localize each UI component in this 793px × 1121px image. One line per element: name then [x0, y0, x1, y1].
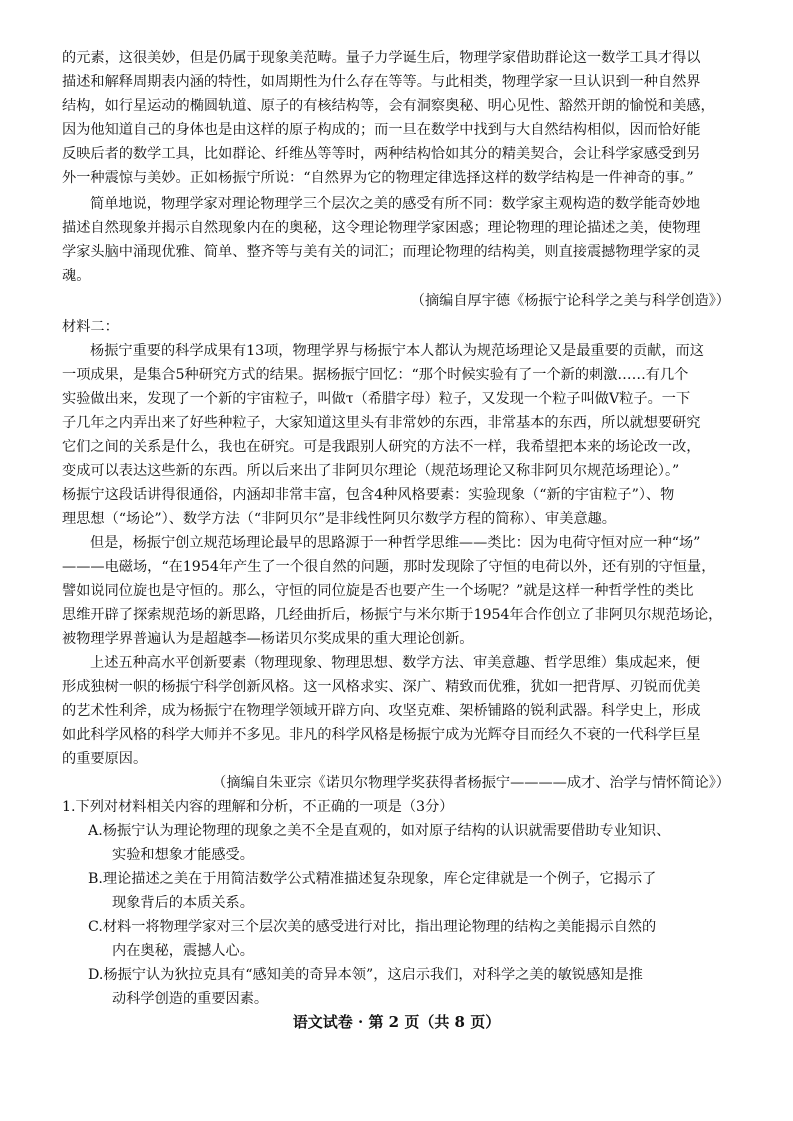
- text-line: 的重要原因。: [62, 751, 148, 767]
- text-line: 学家头脑中涌现优雅、简单、整齐等与美有关的词汇；而理论物理的结构美，则直接震撼物理学家的灵: [62, 244, 701, 260]
- source-citation: （摘编自厚宇德《杨振宁论科学之美与科学创造》）: [410, 293, 730, 309]
- text-line: 理思想（“场论”）、数学方法（“非阿贝尔”是非线性阿贝尔数学方程的简称）、审美意趣。: [62, 511, 616, 527]
- text-line: 描述和解释周期表内涵的特性，如周期性为什么存在等等。与此相类，物理学家一旦认识到一种自然界: [62, 74, 701, 90]
- text-line: 如此科学风格的科学大师并不多见。非凡的科学风格是杨振宁成为光辉夺目而经久不衰的一代科学巨星: [62, 727, 701, 743]
- text-line: 的艺术性利斧，成为杨振宁在物理学领域开辟方向、攻坚克难、架桥铺路的锐利武器。科学史上，形成: [62, 703, 701, 719]
- question-stem: 1.下列对材料相关内容的理解和分析，不正确的一项是（3分）: [62, 799, 454, 815]
- text-line: 被物理学界普遍认为是超越李—杨诺贝尔奖成果的重大理论创新。: [62, 631, 474, 647]
- text-line: 譬如说同位旋也是守恒的。那么，守恒的同位旋是否也要产生一个场呢？”就是这样一种哲学性的类比: [62, 583, 694, 599]
- option-d-continued: 动科学创造的重要因素。: [112, 991, 269, 1007]
- text-line: 因为他知道自己的身体也是由这样的原子构成的；而一旦在数学中找到与大自然结构相似，因而恰好能: [62, 122, 701, 138]
- option-b-continued: 现象背后的本质关系。: [112, 895, 254, 911]
- option-c-continued: 内在奥秘，震撼人心。: [112, 943, 254, 959]
- text-line: 变成可以表达这些新的东西。所以后来出了非阿贝尔理论（规范场理论又称非阿贝尔规范场理论）。”: [62, 463, 680, 479]
- option-a: A.杨振宁认为理论物理的现象之美不全是直观的，如对原子结构的认识就需要借助专业知识、: [88, 823, 671, 839]
- text-line: 子几年之内弄出来了好些种粒子，大家知道这里头有非常妙的东西，非常基本的东西，所以就想要研究: [62, 415, 701, 431]
- paragraph-start: 但是，杨振宁创立规范场理论最早的思路源于一种哲学思维——类比：因为电荷守恒对应一种“场”: [90, 535, 701, 551]
- source-citation: （摘编自朱亚宗《诺贝尔物理学奖获得者杨振宁————成才、治学与情怀简论》）: [212, 775, 730, 791]
- text-line: 一项成果，是集合5种研究方式的结果。据杨振宁回忆：“那个时候实验有了一个新的刺激……有几个: [62, 367, 689, 383]
- option-b: B.理论描述之美在于用简洁数学公式精准描述复杂现象，库仑定律就是一个例子，它揭示了: [88, 871, 657, 887]
- text-line: ———电磁场，“在1954年产生了一个很自然的问题，那时发现除了守恒的电荷以外，还有别的守恒量，: [62, 559, 716, 575]
- text-line: 描述自然现象并揭示自然现象内在的奥秘，这令理论物理学家困惑；理论物理的理论描述之美，使物理: [62, 220, 701, 236]
- option-d: D.杨振宁认为狄拉克具有“感知美的奇异本领”，这启示我们，对科学之美的敏锐感知是推: [88, 967, 643, 983]
- paragraph-start: 上述五种高水平创新要素（物理现象、物理思想、数学方法、审美意趣、哲学思维）集成起来，便: [90, 655, 701, 671]
- text-line: 的元素，这很美妙，但是仍属于现象美范畴。量子力学诞生后，物理学家借助群论这一数学工具才得以: [62, 50, 701, 66]
- option-a-continued: 实验和想象才能感受。: [112, 847, 254, 863]
- text-line: 外一种震惊与美妙。正如杨振宁所说：“自然界为它的物理定律选择这样的数学结构是一件神奇的事。”: [62, 170, 694, 186]
- text-line: 魂。: [62, 268, 91, 284]
- paragraph-start: 杨振宁重要的科学成果有13项，物理学界与杨振宁本人都认为规范场理论又是最重要的贡献，而这: [90, 343, 704, 359]
- text-line: 它们之间的关系是什么，我也在研究。可是我跟别人研究的方法不一样，我希望把本来的场论改一改，: [62, 439, 701, 455]
- text-line: 杨振宁这段话讲得很通俗，内涵却非常丰富，包含4种风格要素：实验现象（“新的宇宙粒子”）、物: [62, 487, 675, 503]
- text-line: 形成独树一帜的杨振宁科学创新风格。这一风格求实、深广、精致而优雅，犹如一把背厚、刃锐而优美: [62, 679, 701, 695]
- text-line: 反映后者的数学工具，比如群论、纤维丛等等时，两种结构恰如其分的精美契合，会让科学家感受到另: [62, 146, 701, 162]
- text-line: 实验做出来，发现了一个新的宇宙粒子，叫做τ（希腊字母）粒子，又发现一个粒子叫做V粒子。一下: [62, 391, 691, 407]
- option-c: C.材料一将物理学家对三个层次美的感受进行对比，指出理论物理的结构之美能揭示自然的: [88, 919, 657, 935]
- text-line: 结构，如行星运动的椭圆轨道、原子的有核结构等，会有洞察奥秘、明心见性、豁然开朗的愉悦和美感，: [62, 98, 715, 114]
- page-footer: 语文试卷 · 第 2 页（共 8 页）: [292, 1013, 501, 1031]
- paragraph-start: 简单地说，物理学家对理论物理学三个层次之美的感受有所不同：数学家主观构造的数学能奇妙地: [90, 196, 701, 212]
- section-heading: 材料二：: [62, 319, 119, 335]
- text-line: 思维开辟了探索规范场的新思路，几经曲折后，杨振宁与米尔斯于1954年合作创立了非阿贝尔规范场论，: [62, 607, 723, 623]
